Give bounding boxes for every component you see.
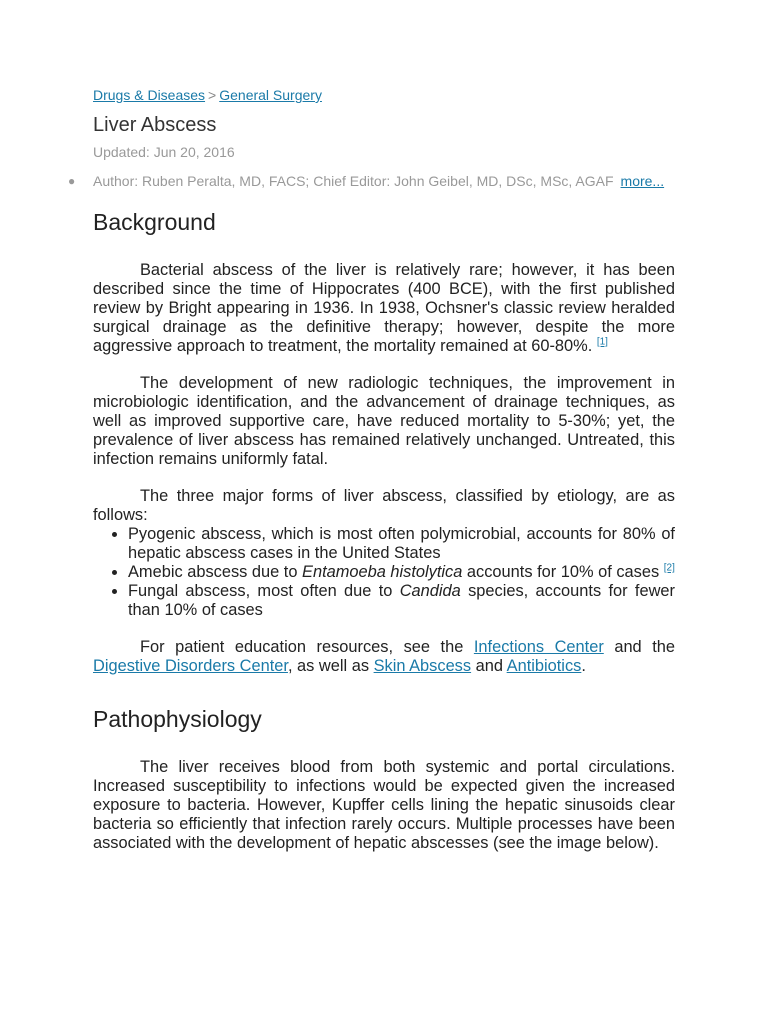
section-heading-background: Background bbox=[93, 209, 216, 235]
digestive-disorders-center-link[interactable]: Digestive Disorders Center bbox=[93, 657, 288, 675]
abscess-forms-list bbox=[93, 525, 675, 620]
list-item-pyogenic: • Pyogenic abscess, which is most often polymicrobial, accounts for 80% of hepatic abscess cases in the United States bbox=[128, 525, 675, 563]
reference-link-1[interactable]: [1] bbox=[596, 336, 608, 348]
author-line bbox=[68, 171, 675, 191]
breadcrumb-link-general-surgery[interactable]: General Surgery bbox=[219, 87, 322, 103]
fungal-organism: Candida bbox=[399, 582, 461, 600]
resources-lead: For patient education resources, see the bbox=[140, 638, 474, 656]
amebic-organism: Entamoeba histolytica bbox=[302, 563, 463, 581]
amebic-text-pre: Amebic abscess due to bbox=[128, 563, 303, 581]
resources-end: . bbox=[581, 657, 586, 675]
fungal-text-post: species, accounts for fewer than 10% of cases bbox=[128, 582, 675, 619]
skin-abscess-link[interactable]: Skin Abscess bbox=[373, 657, 472, 675]
pathophysiology-paragraph-1: The liver receives blood from both systemic and portal circulations. Increased susceptibility to infections would be expected given the increased exposure to bacteria. However, Kupffer cells lining the hepatic sinusoids clear bacteria so efficiently that infection rarely occurs. Multiple processes have been associated with the development of hepatic abscesses (see the image below). bbox=[93, 758, 675, 852]
background-paragraph-3: The three major forms of liver abscess, classified by etiology, are as follows: bbox=[93, 487, 675, 524]
page-title: Liver Abscess bbox=[93, 114, 217, 136]
patient-resources-paragraph bbox=[93, 638, 675, 676]
breadcrumb-link-drugs-diseases[interactable]: Drugs & Diseases bbox=[93, 87, 206, 103]
breadcrumb-separator: > bbox=[208, 87, 217, 103]
resources-mid-3: and bbox=[471, 657, 507, 675]
amebic-text-post: accounts for 10% of cases bbox=[462, 563, 660, 581]
updated-date: Updated: Jun 20, 2016 bbox=[93, 144, 235, 160]
more-link[interactable]: more... bbox=[620, 173, 665, 189]
background-paragraph-1 bbox=[93, 261, 675, 356]
background-paragraph-2: The development of new radiologic techniques, the improvement in microbiologic identification, and the advancement of drainage techniques, as well as improved supportive care, have reduced mortality to 5-30%; yet, the prevalence of liver abscess has remained relatively unchanged. Untreated, this infection remains uniformly fatal. bbox=[93, 374, 675, 468]
section-heading-pathophysiology: Pathophysiology bbox=[93, 706, 262, 732]
reference-link-2[interactable]: [2] bbox=[663, 562, 675, 574]
list-item-fungal bbox=[128, 582, 675, 620]
article bbox=[68, 85, 676, 853]
antibiotics-link[interactable]: Antibiotics bbox=[506, 657, 582, 675]
bullet-icon: ● bbox=[68, 174, 76, 188]
resources-mid-2: , as well as bbox=[287, 657, 374, 675]
author-text: Author: Ruben Peralta, MD, FACS; Chief Editor: John Geibel, MD, DSc, MSc, AGAF bbox=[93, 173, 614, 189]
background-paragraph-1-text: Bacterial abscess of the liver is relatively rare; however, it has been described since the time of Hippocrates (400 BCE), with the first published review by Bright appearing in 1936. In 1938, Ochsner's classic review heralded surgical drainage as the definitive therapy; however, despite the more aggressive approach to treatment, the mortality remained at 60-80%. bbox=[93, 261, 675, 355]
resources-mid-1: and the bbox=[603, 638, 676, 656]
breadcrumb bbox=[93, 85, 675, 105]
fungal-text-pre: Fungal abscess, most often due to bbox=[128, 582, 400, 600]
list-item-amebic bbox=[128, 563, 675, 582]
infections-center-link[interactable]: Infections Center bbox=[473, 638, 604, 656]
